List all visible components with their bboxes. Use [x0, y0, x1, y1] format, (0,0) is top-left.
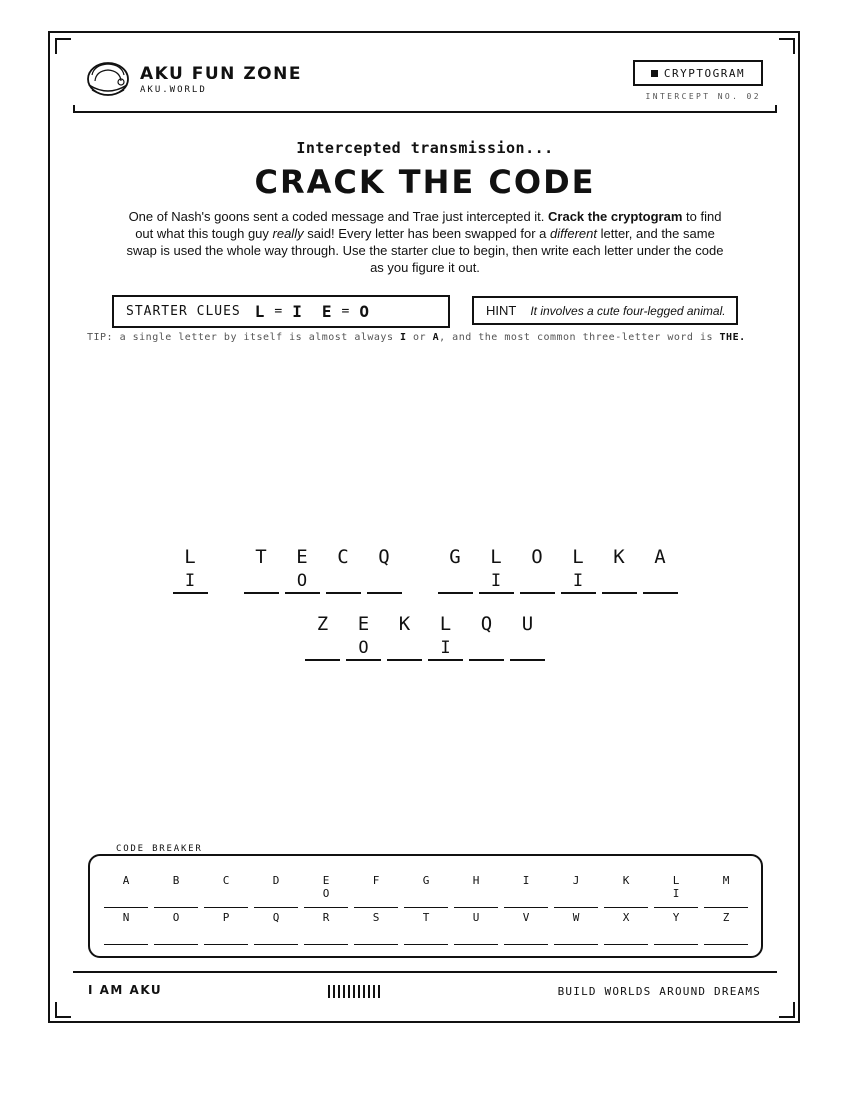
clue-equals: =	[341, 304, 350, 319]
code-breaker-cipher-letter: T	[422, 911, 430, 924]
cipher-letter: O	[531, 546, 543, 568]
puzzle-cell	[561, 544, 596, 594]
barcode-bar	[338, 985, 340, 998]
footer-tagline-right: BUILD WORLDS AROUND DREAMS	[557, 985, 761, 998]
cipher-letter: L	[572, 546, 584, 568]
code-breaker-answer[interactable]	[154, 888, 198, 902]
cipher-letter: Z	[316, 613, 329, 635]
cipher-letter: L	[184, 546, 196, 568]
header-divider	[73, 105, 777, 113]
code-breaker-answer[interactable]	[104, 888, 148, 902]
puzzle-line-2	[0, 611, 850, 661]
corner-mark-bottom-right	[779, 1002, 795, 1018]
cipher-letter: K	[398, 613, 411, 635]
intro-run: letter, and the same swap is used the whole way through. Use the starter clue to begin, then write each letter under the code as you figure it out.	[126, 226, 724, 275]
code-breaker-cipher-letter: G	[422, 874, 430, 887]
clue-plain-letter: O	[359, 302, 369, 321]
cipher-letter: Q	[378, 546, 390, 568]
starter-clues-box	[112, 295, 450, 328]
intro-run: to find out what this tough guy	[135, 209, 722, 241]
puzzle-cell	[438, 544, 473, 594]
starter-clues-label: STARTER CLUES	[126, 304, 241, 319]
code-breaker-cipher-letter: N	[122, 911, 130, 924]
code-breaker-cell[interactable]	[454, 911, 498, 945]
code-breaker-cipher-letter: J	[572, 874, 580, 887]
tip-run: I	[399, 332, 407, 343]
code-breaker-answer[interactable]	[154, 925, 198, 939]
code-breaker-cell[interactable]	[404, 911, 448, 945]
clue-equals: =	[274, 304, 283, 319]
answer-blank[interactable]	[326, 570, 361, 594]
code-breaker-answer[interactable]	[554, 888, 598, 902]
code-breaker-cipher-letter: E	[322, 874, 330, 887]
barcode-bar	[328, 985, 330, 998]
tip-run: TIP: a single letter by itself is almost always	[87, 332, 400, 343]
puzzle-cell	[510, 611, 545, 661]
puzzle-cell	[285, 544, 320, 594]
intro-run: One of Nash's goons sent a coded message and Trae just intercepted it.	[128, 209, 549, 224]
puzzle-cell	[244, 544, 279, 594]
starter-clue	[322, 302, 369, 321]
code-breaker-cipher-letter: M	[722, 874, 730, 887]
code-breaker-answer[interactable]	[204, 925, 248, 939]
answer-blank[interactable]	[602, 570, 637, 594]
page-subtitle: Intercepted transmission...	[296, 139, 554, 157]
barcode-bar	[368, 985, 370, 998]
code-breaker-cell[interactable]	[104, 911, 148, 945]
code-breaker-answer[interactable]	[654, 925, 698, 939]
code-breaker-cipher-letter: L	[672, 874, 680, 887]
puzzle-type-badge	[633, 60, 763, 86]
footer-divider	[73, 971, 777, 973]
cipher-letter: T	[255, 546, 267, 568]
intro-paragraph	[124, 208, 726, 276]
puzzle-cell	[602, 544, 637, 594]
answer-blank[interactable]	[510, 637, 545, 661]
brand-title: AKU FUN ZONE	[140, 64, 302, 84]
code-breaker-cell[interactable]	[254, 874, 298, 908]
hint-text: It involves a cute four-legged animal.	[530, 303, 726, 318]
puzzle-cell	[428, 611, 463, 661]
code-breaker-cell[interactable]	[454, 874, 498, 908]
badge-label: CRYPTOGRAM	[663, 66, 746, 80]
code-breaker-answer[interactable]	[254, 925, 298, 939]
puzzle-line-1	[0, 544, 850, 594]
code-breaker-cell[interactable]	[654, 874, 698, 908]
code-breaker-cell[interactable]	[154, 911, 198, 945]
code-breaker-answer[interactable]	[504, 925, 548, 939]
code-breaker-cipher-letter: P	[222, 911, 230, 924]
code-breaker-cipher-letter: W	[572, 911, 580, 924]
code-breaker-answer[interactable]	[554, 925, 598, 939]
barcode-icon	[328, 985, 380, 998]
tip-run: A	[432, 332, 440, 343]
code-breaker-cell[interactable]	[204, 874, 248, 908]
code-breaker-cipher-letter: B	[172, 874, 180, 887]
answer-blank[interactable]	[387, 637, 422, 661]
puzzle-cell	[520, 544, 555, 594]
intro-run: said! Every letter has been swapped for a	[303, 226, 551, 241]
puzzle-cell	[387, 611, 422, 661]
barcode-bar	[333, 985, 335, 998]
answer-blank[interactable]: I	[479, 570, 514, 594]
code-breaker-cipher-letter: R	[322, 911, 330, 924]
code-breaker-cell[interactable]	[504, 874, 548, 908]
code-breaker-answer[interactable]	[454, 888, 498, 902]
code-breaker-cipher-letter: U	[472, 911, 480, 924]
tip-text	[87, 333, 767, 343]
code-breaker-cipher-letter: H	[472, 874, 480, 887]
cipher-letter: Q	[480, 613, 493, 635]
answer-blank[interactable]	[643, 570, 678, 594]
puzzle-cell	[305, 611, 340, 661]
answer-blank[interactable]	[367, 570, 402, 594]
word-gap	[408, 544, 432, 594]
code-breaker-cell[interactable]	[354, 874, 398, 908]
puzzle-cell	[479, 544, 514, 594]
barcode-bar	[373, 985, 375, 998]
code-breaker-label: CODE BREAKER	[112, 844, 207, 854]
code-breaker-answer[interactable]	[354, 925, 398, 939]
code-breaker-answer[interactable]: O	[322, 887, 330, 900]
code-breaker-cipher-letter: F	[372, 874, 380, 887]
answer-blank[interactable]	[469, 637, 504, 661]
code-breaker-cell[interactable]	[254, 911, 298, 945]
cipher-letter: E	[357, 613, 370, 635]
code-breaker-answer[interactable]	[704, 888, 748, 902]
code-breaker-cell[interactable]	[504, 911, 548, 945]
answer-blank[interactable]: I	[561, 570, 596, 594]
barcode-bar	[343, 985, 345, 998]
code-breaker-answer[interactable]	[104, 925, 148, 939]
code-breaker-answer[interactable]	[604, 888, 648, 902]
code-breaker-answer[interactable]	[404, 925, 448, 939]
code-breaker-answer[interactable]	[704, 925, 748, 939]
barcode-bar	[348, 985, 350, 998]
code-breaker-cipher-letter: K	[622, 874, 630, 887]
code-breaker-cipher-letter: D	[272, 874, 280, 887]
corner-mark-bottom-left	[55, 1002, 71, 1018]
puzzle-cell	[346, 611, 381, 661]
puzzle-cell	[326, 544, 361, 594]
code-breaker-cipher-letter: A	[122, 874, 130, 887]
code-breaker-cell[interactable]	[154, 874, 198, 908]
square-bullet-icon	[651, 70, 658, 77]
tip-run: THE.	[719, 332, 746, 343]
word-gap	[214, 544, 238, 594]
answer-blank[interactable]	[244, 570, 279, 594]
code-breaker-cell[interactable]	[704, 911, 748, 945]
barcode-bar	[358, 985, 360, 998]
page-title: CRACK THE CODE	[254, 163, 596, 201]
barcode-bar	[378, 985, 380, 998]
code-breaker-answer[interactable]	[454, 925, 498, 939]
code-breaker-cipher-letter: S	[372, 911, 380, 924]
starter-clue	[255, 302, 302, 321]
cipher-letter: L	[439, 613, 452, 635]
hint-label: HINT	[486, 303, 517, 318]
footer-tagline-left: I AM AKU	[88, 983, 163, 997]
code-breaker-cipher-letter: C	[222, 874, 230, 887]
code-breaker-cell[interactable]	[654, 911, 698, 945]
puzzle-cell	[643, 544, 678, 594]
code-breaker-cell[interactable]	[404, 874, 448, 908]
puzzle-cell	[367, 544, 402, 594]
clue-cipher-letter: E	[321, 302, 332, 321]
code-breaker-cipher-letter: Z	[722, 911, 730, 924]
code-breaker-cell[interactable]	[554, 874, 598, 908]
intercept-number: INTERCEPT NO. 02	[645, 92, 761, 101]
tip-run: , and the most common three-letter word is	[439, 332, 720, 343]
intro-run: different	[550, 226, 597, 241]
code-breaker-cipher-letter: X	[622, 911, 630, 924]
puzzle-cell	[173, 544, 208, 594]
code-breaker-cipher-letter: Y	[672, 911, 680, 924]
code-breaker-row-1	[104, 874, 748, 908]
intro-run: Crack the cryptogram	[548, 209, 683, 224]
answer-blank[interactable]	[438, 570, 473, 594]
code-breaker-row-2	[104, 911, 748, 945]
code-breaker-answer[interactable]	[304, 925, 348, 939]
corner-mark-top-left	[55, 38, 71, 54]
answer-blank[interactable]: O	[285, 570, 320, 594]
code-breaker-answer[interactable]	[504, 888, 548, 902]
code-breaker-cell[interactable]	[554, 911, 598, 945]
code-breaker-cell[interactable]	[604, 874, 648, 908]
answer-blank[interactable]: I	[173, 570, 208, 594]
code-breaker-cell[interactable]	[704, 874, 748, 908]
code-breaker-cipher-letter: O	[172, 911, 180, 924]
cipher-letter: U	[521, 613, 534, 635]
code-breaker-answer[interactable]	[254, 888, 298, 902]
code-breaker-cell[interactable]	[604, 911, 648, 945]
astronaut-helmet-icon	[86, 61, 130, 99]
code-breaker-answer[interactable]	[204, 888, 248, 902]
cipher-letter: L	[490, 546, 502, 568]
answer-blank[interactable]	[305, 637, 340, 661]
code-breaker-cell[interactable]	[304, 874, 348, 908]
code-breaker-answer[interactable]: I	[672, 887, 680, 900]
answer-blank[interactable]: O	[346, 637, 381, 661]
brand-subtitle: AKU.WORLD	[140, 85, 207, 95]
code-breaker-cell[interactable]	[354, 911, 398, 945]
intro-run: really	[272, 226, 304, 241]
puzzle-cell	[469, 611, 504, 661]
cipher-letter: E	[296, 546, 308, 568]
cipher-letter: G	[449, 546, 461, 568]
corner-mark-top-right	[779, 38, 795, 54]
code-breaker-cell[interactable]	[304, 911, 348, 945]
code-breaker-cipher-letter: I	[522, 874, 530, 887]
code-breaker-cell[interactable]	[104, 874, 148, 908]
barcode-bar	[363, 985, 365, 998]
cipher-letter: A	[654, 546, 666, 568]
answer-blank[interactable]	[520, 570, 555, 594]
answer-blank[interactable]: I	[428, 637, 463, 661]
hint-box	[472, 296, 738, 325]
clue-cipher-letter: L	[254, 302, 265, 321]
clue-plain-letter: I	[292, 302, 302, 321]
code-breaker-answer[interactable]	[404, 888, 448, 902]
code-breaker-cipher-letter: Q	[272, 911, 280, 924]
cipher-letter: K	[613, 546, 625, 568]
code-breaker-cipher-letter: V	[522, 911, 530, 924]
cipher-letter: C	[337, 546, 349, 568]
tip-run: or	[406, 332, 433, 343]
code-breaker-answer[interactable]	[604, 925, 648, 939]
code-breaker-cell[interactable]	[204, 911, 248, 945]
barcode-bar	[353, 985, 355, 998]
code-breaker-answer[interactable]	[354, 888, 398, 902]
